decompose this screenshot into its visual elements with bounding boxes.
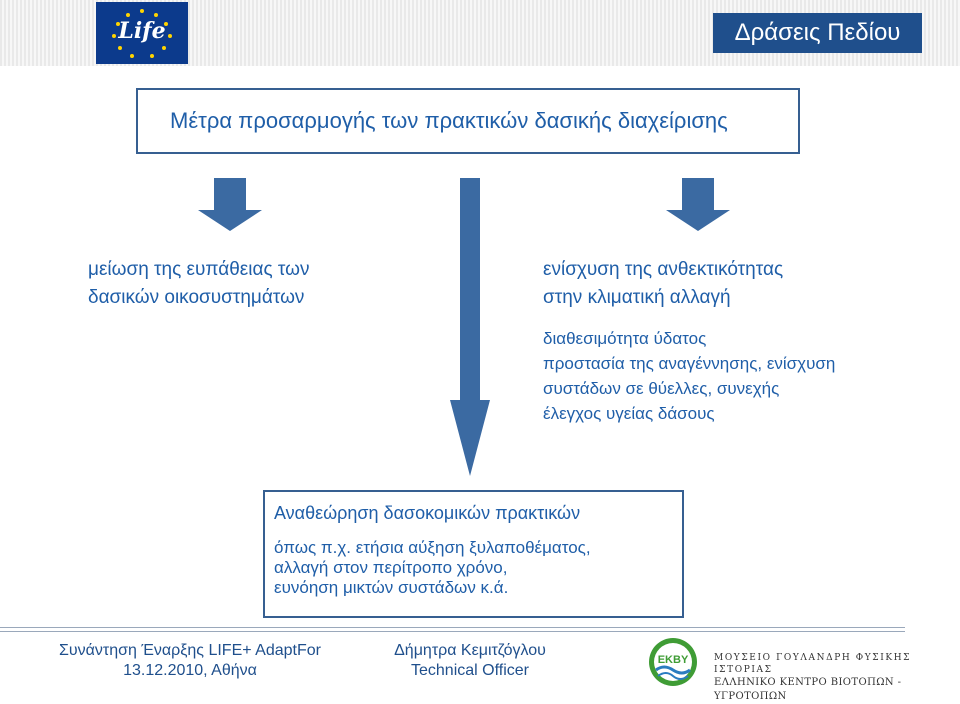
footer-divider [0,627,905,632]
organization-name: ΜΟΥΣΕΙΟ ΓΟΥΛΑΝΔΡΗ ΦΥΣΙΚΗΣ ΙΣΤΟΡΙΑΣ ΕΛΛΗΝΙΚΟ ΚΕΝΤΡΟ ΒΙΟΤΟΠΩΝ - ΥΓΡΟΤΟΠΩΝ [714,653,912,702]
life-logo [96,2,188,64]
ekby-logo-icon [642,636,704,688]
arrow-down-right-icon [664,178,732,232]
svg-text:ΕΚΒΥ: ΕΚΒΥ [657,654,689,666]
resilience-heading: ενίσχυση της ανθεκτικότητας στην κλιματική αλλαγή [543,259,784,308]
practices-review-box [263,490,684,618]
practices-example-line: ευνόηση μικτών συστάδων κ.ά. [274,578,509,597]
page-title: Δράσεις Πεδίου [713,13,922,53]
header-bar [0,0,960,66]
vulnerability-reduction-text: μείωση της ευπάθειας των δασικών οικοσυστημάτων [88,259,310,308]
logo-text: Life [118,18,166,44]
practices-example-line: όπως π.χ. ετήσια αύξηση ξυλαποθέματος, [274,538,591,557]
arrow-down-left-icon [196,178,264,232]
meeting-info: Συνάντηση Έναρξης LIFE+ AdaptFor 13.12.2010, Αθήνα [59,642,321,679]
practices-review-heading: Αναθεώρηση δασοκομικών πρακτικών [274,503,581,523]
resilience-details: διαθεσιμότητα ύδατος προστασία της αναγέννησης, ενίσχυση συστάδων σε θύελλες, συνεχής έλεγχος υγείας δάσους [543,329,836,423]
presenter-info: Δήμητρα Κεμιτζόγλου Technical Officer [394,642,546,679]
arrow-long-down-icon [448,178,492,478]
practices-example-line: αλλαγή στον περίτροπο χρόνο, [274,558,508,577]
main-measures-box: Μέτρα προσαρμογής των πρακτικών δασικής διαχείρισης [136,88,800,154]
